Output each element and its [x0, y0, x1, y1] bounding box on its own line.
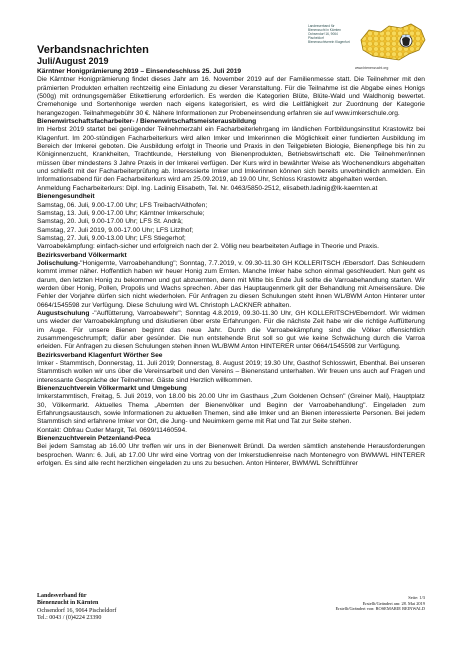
- paragraph: Bei jedem Samstag ab 16.00 Uhr treffen wir uns in der Bienenwelt Bründl. Da werden sämtlich anstehende Herausforderungen besprochen. Wann: 6. Juli, ab 17.00 Uhr wird eine Vortrag von der Imkerstudienreise nach Montenegro von BWM/WL HINTERER erfolgen. Es sind alle recht herzlichen eingeladen zu uns zu besuchen. Anton Hinterer, BWM/WL Schriftführer: [37, 443, 425, 468]
- footer-meta: [336, 595, 425, 612]
- carinthia-map-logo: [355, 20, 427, 64]
- paragraph: Samstag, 20. Juli, 9.00-17.00 Uhr; LFS St. Andrä;: [37, 218, 183, 226]
- logo-caption-line: Ochsendorf 16, 9064 Pischeldorf: [308, 32, 338, 40]
- logo-caption-line: Bienenzuchtverein Klagenfurt: [308, 40, 350, 44]
- paragraph: Samstag, 06. Juli, 9.00-17.00 Uhr; LFS Treibach/Althofen;: [37, 201, 208, 209]
- footer-org-line: Bienenzucht in Kärnten: [37, 600, 99, 607]
- paragraph: Samstag, 13. Juli, 9.00-17.00 Uhr; Kärntner Imkerschule;: [37, 209, 205, 217]
- page-title: Verbandsnachrichten: [37, 44, 149, 56]
- paragraph-text: -"Auffütterung, Varroabewehr"; Sonntag 4.8.2019, 09.30-11.30 Uhr, GH KOLLERITSCH/Eberndorf. Wir widmen uns wieder der Varroabekämpfung und diskutieren über erste Erfahrungen. Für die nächste Zeit habe wir die richtige Auffütterung im Auge. Für unsere Bienen beginnt das neue Jahr. Durch die Varroabekämpfung sind die Völker offensichtlich zusammengeschrumpft; dafür aber gesünder. Die nun entstehende Brut soll so gut wie keine Schwächung durch die Varroa erleiden. Für Anfragen zu diesen Schulungen stehen ihnen WL/BWM Anton HINTERER unter 0664/1545598 zur Verfügung.: [37, 309, 425, 351]
- page-subtitle: Juli/August 2019: [37, 56, 109, 66]
- footer-org-line: Landesverband für: [37, 593, 87, 599]
- footer-created-date: Erstellt/Geändert am: 28. Mai 2019: [362, 600, 425, 606]
- paragraph: Samstag, 27. Juli, 9.00-13.00 Uhr; LFS Stiegerhof;: [37, 234, 186, 242]
- paragraph: Die Kärntner Honigprämierung findet dieses Jahr am 16. November 2019 auf der Familienmesse statt. Die Teilnehmer mit den prämierten Produkten erhalten rechtzeitig eine Einladung zu dieser Veranstaltung. Für die Teilnahme ist die Abgabe eines Honigs (500g) mit ordnungsgemäßer Etikettierung erforderlich. Es werden die Kategorien Blüte, Blüte-Wald und Waldhonig bewertet. Cremehonige und Sortenhonige werden nach eigens kategorisiert, es wird die Leitfähigkeit zur Zuordnung der Kategorie herangezogen. Teilnahmegebühr 30 €. Nähere Informationen zur Probeneinsendung erfahren sie auf www.imkerschule.org.: [37, 76, 425, 117]
- footer-phone: Tel.: 0043 / (0)4224 23390: [37, 614, 102, 621]
- footer-address: [37, 593, 197, 622]
- paragraph: Varroabekämpfung: einfach-sicher und erfolgreich nach der 2. Völlig neu bearbeiteten Auflage in Theorie und Praxis.: [37, 243, 379, 251]
- section-heading: Bienenzuchtverein Völkermarkt und Umgebung: [37, 385, 187, 393]
- logo-url: www.bienenzucht.org: [355, 66, 389, 70]
- paragraph: Anmeldung Facharbeiterkurs: Dipl. Ing. Ladinig Elisabeth, Tel. Nr. 0463/5850-2512, elisabeth.ladinig@lk-kaernten.at: [37, 184, 378, 192]
- footer-page-number: Seite: 1/3: [408, 595, 425, 600]
- logo-caption-line: Landesverband für: [308, 24, 335, 28]
- section-heading: Bienenzuchtverein Petzenland-Peca: [37, 435, 151, 443]
- footer-address-line: Ochsendorf 16, 9064 Pischeldorf: [37, 607, 117, 614]
- paragraph: Imkerstammtisch, Freitag, 5. Juli 2019, von 18.00 bis 20.00 Uhr im Gasthaus „Zum Goldenen Ochsen" (Greiner Mali), Hauptplatz 30, Völkermarkt. Aktuelles Thema „Abernten der Bienenvölker und Beginn der Varroabehandlung". Eingeladen zum Erfahrungsaustausch, sowie Informationen zu aktuellen Themen, sind alle Imker und an Bienen interessierte Personen. Bei jedem Stammtisch sind erfahrene Imker vor Ort, die Jung- und Neuimkern gerne mit Rat und Tat zur Seite stehen.: [37, 393, 425, 426]
- section-heading: Bienengesundheit: [37, 193, 95, 201]
- article-body: [37, 68, 425, 469]
- paragraph-lead: Jolischulung: [37, 259, 78, 267]
- paragraph: [37, 260, 425, 310]
- paragraph-lead: Augustschulung: [37, 309, 90, 317]
- logo-caption-line: Bienenzucht in Kärnten: [308, 28, 341, 32]
- footer-author: Erstellt/Geändert von: ROSEMARIE REINWALD: [335, 606, 425, 612]
- paragraph-text: -"Honigernte, Varroabehandlung"; Sonntag, 7.7.2019, v. 09.30-11.30 GH KOLLERITSCH /Ebersdorf. Das Schleudern kommt immer näher. Hoffentlich haben wir heuer Honig zum Ernten. Manche Imker habe schon einmal geschleudert. Nun geht es darum, den letzten Honig zu bekommen und gut abzuernten, denn mit Mitte bis Ende Juli sollte die Varroabehandlung starten. Wir werden über Honig, Pollen, Propolis und Wachs sprechen. Aber das Hauptaugenmerk gilt der Behandlung mit Ameisensäure. Die Fehler der Vorjahre dürfen sich nicht wiederholen. Für Anfragen zu diesen Schulungen steht ihnen WL/BWM Anton Hinterer unter 0664/1545598 zur Verfügung. Diese Schulung wird WL Christoph LACKNER abhalten.: [37, 259, 425, 309]
- paragraph: Im Herbst 2019 startet bei genügender Teilnehmerzahl ein Facharbeiterlehrgang im ländlichen Fortbildungsinstitut Krastowitz bei Klagenfurt. Im 200-stündigen Facharbeiterkurs wird allen Imker und Imkerinnen die Möglichkeit einer fundierten Ausbildung im Bereich der Imkerei geboten. Die Ausbildung erfolgt in Theorie und Praxis in den Teilgebieten Biologie, Bienenpflege bis hin zu Königinnenzucht, Krankheiten, Trachtkunde, Herstellung von Bienenprodukten, Betriebswirtschaft etc. Die Teilnehmer/innen müssen über mindestens 3 Jahre Praxis in der Imkerei verfügen. Der Kurs wird in bewährter Weise als Wochenendkurs abgehalten und schließt mit der Facharbeiterprüfung ab. Interessierte Imker und Imkerinnen können sich bereits unverbindlich anmelden. Ein Informationsabend für den Facharbeiterkurs wird am 25.09.2019, ab 19.00 Uhr, Schloss Krastowitz abgehalten werden.: [37, 126, 425, 184]
- paragraph: [37, 310, 425, 352]
- section-heading: Bezirksverband Völkermarkt: [37, 251, 127, 259]
- section-heading: Bienenwirtschaftsfacharbeiter- / Bienenwirtschaftsmeisterausbildung: [37, 118, 257, 126]
- paragraph: Imker - Stammtisch, Donnerstag, 11. Juli 2019; Donnerstag, 8. August 2019; 19.30 Uhr, Gasthof Schlosswirt, Ebenthal. Bei unseren Stammtisch wollen wir uns über die Vereinsarbeit und den Vereins – Bienenstand unterhalten. Wir freuen uns auch auf Fragen und interessante Gespräche der Teilnehmer. Gäste sind Herzlich willkommen.: [37, 360, 425, 384]
- paragraph: Kontakt: Obfrau Cuder Margit, Tel. 0699/11460594.: [37, 426, 187, 434]
- paragraph: Samstag, 27. Juli 2019, 9.00-17.00 Uhr; LFS Litzlhof;: [37, 226, 194, 234]
- logo-caption: [308, 24, 354, 44]
- section-heading: Kärntner Honigprämierung 2019 – Einsendeschluss 25. Juli 2019: [37, 68, 242, 75]
- section-heading: Bezirksverband Klagenfurt Wörther See: [37, 351, 163, 359]
